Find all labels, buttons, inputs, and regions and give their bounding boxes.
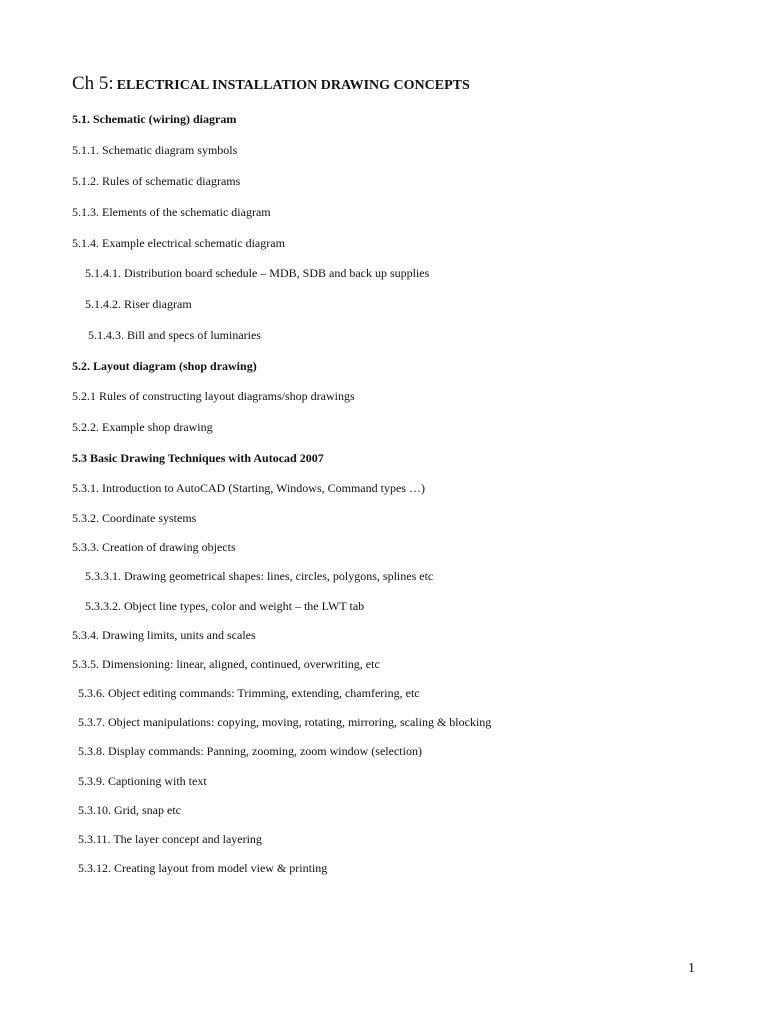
toc-subentry: 5.1.4.3. Bill and specs of luminaries bbox=[88, 328, 261, 342]
page-number: 1 bbox=[688, 961, 695, 976]
toc-entry: 5.1.3. Elements of the schematic diagram bbox=[72, 205, 271, 219]
toc-entry: 5.1.4. Example electrical schematic diagram bbox=[72, 236, 285, 250]
toc-section-heading: 5.2. Layout diagram (shop drawing) bbox=[72, 359, 257, 373]
toc-entry: 5.3.8. Display commands: Panning, zooming, zoom window (selection) bbox=[78, 744, 422, 758]
chapter-number: Ch 5: bbox=[72, 73, 114, 94]
toc-entry: 5.3.9. Captioning with text bbox=[78, 774, 207, 788]
toc-section-heading: 5.3 Basic Drawing Techniques with Autocad 2007 bbox=[72, 451, 324, 465]
toc-entry: 5.3.10. Grid, snap etc bbox=[78, 803, 181, 817]
toc-entry: 5.1.1. Schematic diagram symbols bbox=[72, 143, 238, 157]
toc-entry: 5.3.6. Object editing commands: Trimming, extending, chamfering, etc bbox=[78, 686, 420, 700]
toc-entry: 5.2.2. Example shop drawing bbox=[72, 420, 213, 434]
toc-subentry: 5.3.3.1. Drawing geometrical shapes: lines, circles, polygons, splines etc bbox=[85, 569, 434, 583]
toc-entry: 5.3.1. Introduction to AutoCAD (Starting, Windows, Command types …) bbox=[72, 481, 425, 495]
toc-entry: 5.3.4. Drawing limits, units and scales bbox=[72, 628, 256, 642]
toc-entry: 5.1.2. Rules of schematic diagrams bbox=[72, 174, 241, 188]
toc-entry: 5.3.3. Creation of drawing objects bbox=[72, 540, 236, 554]
toc-entry: 5.3.7. Object manipulations: copying, moving, rotating, mirroring, scaling & blocking bbox=[78, 715, 492, 729]
toc-section-heading: 5.1. Schematic (wiring) diagram bbox=[72, 112, 237, 126]
toc-subentry: 5.1.4.2. Riser diagram bbox=[85, 297, 192, 311]
chapter-heading: ELECTRICAL INSTALLATION DRAWING CONCEPTS bbox=[116, 78, 470, 93]
toc-entry: 5.2.1 Rules of constructing layout diagrams/shop drawings bbox=[72, 389, 355, 403]
toc-entry: 5.3.5. Dimensioning: linear, aligned, continued, overwriting, etc bbox=[72, 657, 380, 671]
toc-entry: 5.3.2. Coordinate systems bbox=[72, 511, 197, 525]
toc-entry: 5.3.11. The layer concept and layering bbox=[78, 832, 262, 846]
chapter-title bbox=[72, 74, 470, 93]
toc-subentry: 5.3.3.2. Object line types, color and weight – the LWT tab bbox=[85, 599, 365, 613]
toc-subentry: 5.1.4.1. Distribution board schedule – MDB, SDB and back up supplies bbox=[85, 266, 430, 280]
toc-entry: 5.3.12. Creating layout from model view & printing bbox=[78, 861, 328, 875]
